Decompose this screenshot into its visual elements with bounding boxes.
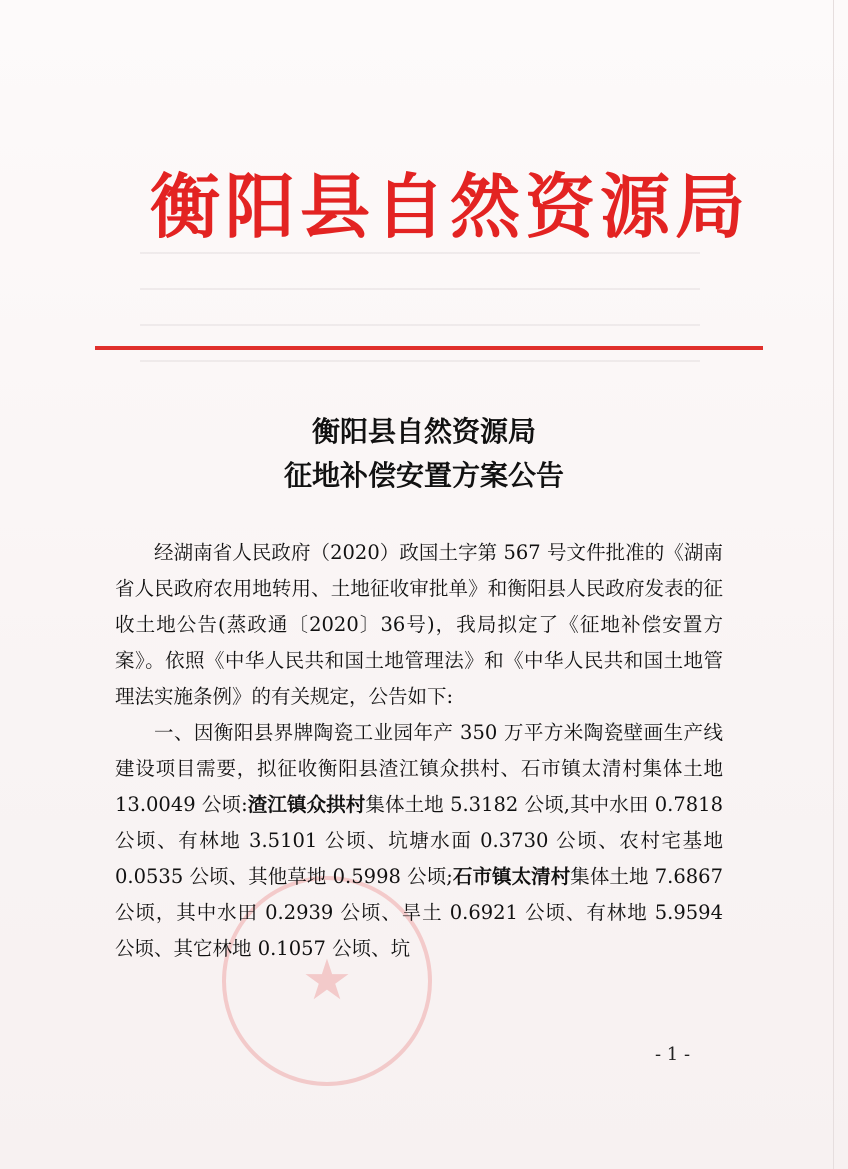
letterhead-title: 衡阳县自然资源局 bbox=[150, 165, 750, 248]
body-paragraph-2 bbox=[115, 715, 723, 967]
paragraph-2-text-c: 集体土地 5.3182 公顷,其中水田 0.7818 公顷、有林地 3.5101 公顷、坑塘水面 0.3730 公顷、农村宅基地 0.0535 公顷、其他草地 0.5998 公顷; bbox=[115, 793, 723, 888]
notice-body bbox=[115, 535, 723, 967]
seal-star-icon: ★ bbox=[301, 948, 353, 1013]
village-name-zhonggong: 渣江镇众拱村 bbox=[247, 793, 366, 816]
page-edge-shadow bbox=[833, 0, 834, 1169]
notice-title-line2: 征地补偿安置方案公告 bbox=[283, 459, 564, 492]
paragraph-2-text-a: 一、因衡阳县界牌陶瓷工业园年产 350 万平方米陶瓷壁画生产线建设项目需要，拟征收衡阳县渣江镇众拱村、石市镇太清村集体土地 13.0049 公顷: bbox=[115, 721, 723, 816]
page-number: - 1 - bbox=[655, 1044, 691, 1065]
paragraph-2-text-e: 集体土地 7.6867 公顷，其中水田 0.2939 公顷、旱土 0.6921 公顷、有林地 5.9594 公顷、其它林地 0.1057 公顷、坑 bbox=[115, 865, 723, 960]
village-name-taiqing: 石市镇太清村 bbox=[452, 865, 571, 888]
letterhead-red-rule bbox=[95, 346, 763, 350]
body-paragraph-1: 经湖南省人民政府（2020）政国土字第 567 号文件批准的《湖南省人民政府农用地转用、土地征收审批单》和衡阳县人民政府发表的征收土地公告(蒸政通〔2020〕36号)，我局拟定了《征地补偿安置方案》。依照《中华人民共和国土地管理法》和《中华人民共和国土地管理法实施条例》的有关规定，公告如下: bbox=[115, 541, 723, 708]
notice-title-line1: 衡阳县自然资源局 bbox=[311, 415, 536, 448]
